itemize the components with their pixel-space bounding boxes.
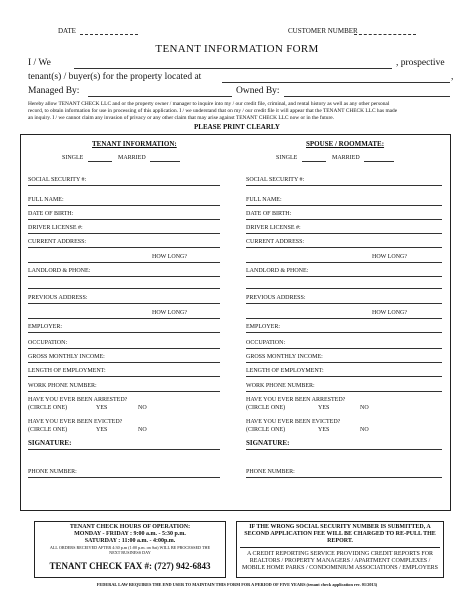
tenant-how-long-2: HOW LONG? — [152, 310, 188, 316]
tenant-evicted-label: HAVE YOU EVER BEEN EVICTED? — [28, 419, 123, 425]
i-we-label: I / We — [28, 58, 51, 68]
property-label: tenant(s) / buyer(s) for the property located at — [28, 72, 202, 82]
spouse-current-address-label: CURRENT ADDRESS: — [246, 239, 305, 245]
tenant-single-field[interactable] — [88, 161, 112, 162]
tenant-length-label: LENGTH OF EMPLOYMENT: — [28, 368, 106, 374]
spouse-signature-field[interactable] — [246, 449, 442, 450]
spouse-occupation-label: OCCUPATION: — [246, 340, 286, 346]
spouse-how-long-2: HOW LONG? — [372, 310, 408, 316]
applicant-info-box — [20, 134, 451, 511]
tenant-ssn-label: SOCIAL SECURITY #: — [28, 177, 87, 183]
spouse-signature-label: SIGNATURE: — [246, 439, 290, 447]
spouse-arrested-label: HAVE YOU EVER BEEN ARRESTED? — [246, 397, 346, 403]
tenant-occupation-label: OCCUPATION: — [28, 340, 68, 346]
tenant-phone-field[interactable] — [28, 477, 220, 478]
tenant-work-phone-label: WORK PHONE NUMBER: — [28, 383, 97, 389]
customer-number-label: CUSTOMER NUMBER — [288, 27, 358, 35]
tenant-arrested-no[interactable]: NO — [138, 405, 147, 411]
spouse-dob-field[interactable] — [246, 219, 442, 220]
orders-note-2: NEXT BUSINESS DAY — [109, 550, 151, 555]
tenant-length-field[interactable] — [28, 376, 220, 377]
spouse-license-field[interactable] — [246, 233, 442, 234]
spouse-single-field[interactable] — [302, 161, 326, 162]
prospective-label: , prospective — [396, 58, 445, 68]
tenant-heading: TENANT INFORMATION: — [92, 140, 177, 148]
spouse-evicted-yes[interactable]: YES — [318, 427, 330, 433]
service-line-3: MOBILE HOME PARKS / CONDOMINIUM ASSOCIATIONS / EMPLOYERS — [242, 565, 438, 571]
consent-line-2: record, to obtain information for use in processing of this application. I / we understand that on my / our credit file it will appear that the TENANT CHECK LLC has made — [28, 108, 398, 114]
print-clearly: PLEASE PRINT CLEARLY — [194, 123, 280, 131]
tenant-evicted-yes[interactable]: YES — [96, 427, 108, 433]
spouse-married-field[interactable] — [364, 161, 394, 162]
spouse-landlord-field[interactable] — [246, 276, 442, 277]
spouse-phone-field[interactable] — [246, 477, 442, 478]
owned-by-field[interactable] — [284, 96, 450, 97]
spouse-previous-line-2[interactable] — [246, 318, 442, 319]
tenant-current-address-field[interactable] — [28, 247, 220, 248]
tenant-license-field[interactable] — [28, 233, 220, 234]
spouse-name-field[interactable] — [246, 205, 442, 206]
tenant-work-phone-field[interactable] — [28, 391, 220, 392]
property-address-field[interactable] — [222, 82, 450, 83]
spouse-evicted-circle-one: (CIRCLE ONE) — [246, 427, 286, 433]
form-title: TENANT INFORMATION FORM — [155, 43, 319, 55]
tenant-arrested-circle-one: (CIRCLE ONE) — [28, 405, 68, 411]
spouse-landlord-line-2[interactable] — [246, 288, 442, 289]
spouse-how-long-1: HOW LONG? — [372, 254, 408, 260]
tenant-married-label: MARRIED — [118, 155, 146, 161]
tenant-single-label: SINGLE — [62, 155, 84, 161]
wrong-ssn-warning-3: REPORT. — [327, 538, 353, 544]
tenant-arrested-label: HAVE YOU EVER BEEN ARRESTED? — [28, 397, 128, 403]
spouse-employer-field[interactable] — [246, 332, 442, 333]
managed-by-field[interactable] — [88, 96, 232, 97]
tenant-landlord-line-2[interactable] — [28, 288, 220, 289]
spouse-license-label: DRIVER LICENSE #: — [246, 225, 301, 231]
spouse-married-label: MARRIED — [332, 155, 360, 161]
tenant-arrested-yes[interactable]: YES — [96, 405, 108, 411]
spouse-evicted-label: HAVE YOU EVER BEEN EVICTED? — [246, 419, 341, 425]
hours-saturday: SATURDAY : 11:00 a.m. - 4:00p.m. — [84, 538, 176, 544]
tenant-income-field[interactable] — [28, 362, 220, 363]
spouse-name-label: FULL NAME: — [246, 197, 282, 203]
spouse-length-label: LENGTH OF EMPLOYMENT: — [246, 368, 324, 374]
tenant-employer-label: EMPLOYER: — [28, 324, 63, 330]
spouse-employer-label: EMPLOYER: — [246, 324, 281, 330]
spouse-occupation-field[interactable] — [246, 348, 442, 349]
tenant-dob-label: DATE OF BIRTH: — [28, 211, 74, 217]
tenant-employer-field[interactable] — [28, 332, 220, 333]
wrong-ssn-warning-2: SECOND APPLICATION FEE WILL BE CHARGED TO RE-PULL THE — [244, 531, 436, 537]
spouse-arrested-no[interactable]: NO — [360, 405, 369, 411]
tenant-ssn-field[interactable] — [28, 185, 220, 186]
hours-weekday: MONDAY - FRIDAY : 9:00 a.m. - 5:30 p.m. — [74, 531, 186, 537]
tenant-income-label: GROSS MONTHLY INCOME: — [28, 354, 105, 360]
consent-line-3: an inquiry. I / we cannot claim any invasion of privacy or any other claim that may arise against TENANT CHECK LLC now or in the future. — [28, 115, 335, 121]
tenant-name-label: FULL NAME: — [28, 197, 64, 203]
spouse-address-line-2[interactable] — [246, 262, 442, 263]
tenant-name-field[interactable] — [28, 205, 220, 206]
tenant-occupation-field[interactable] — [28, 348, 220, 349]
customer-number-field[interactable] — [354, 34, 416, 35]
spouse-previous-address-field[interactable] — [246, 303, 442, 304]
managed-by-label: Managed By: — [28, 86, 80, 96]
service-line-1: A CREDIT REPORTING SERVICE PROVIDING CREDIT REPORTS FOR — [246, 551, 434, 557]
notice-divider — [240, 547, 440, 548]
tenant-dob-field[interactable] — [28, 219, 220, 220]
tenant-landlord-label: LANDLORD & PHONE: — [28, 268, 91, 274]
tenant-signature-field[interactable] — [28, 449, 220, 450]
tenant-previous-address-label: PREVIOUS ADDRESS: — [28, 295, 88, 301]
wrong-ssn-warning-1: IF THE WRONG SOCIAL SECURITY NUMBER IS SUBMITTED, A — [249, 524, 431, 530]
tenant-address-line-2[interactable] — [28, 262, 220, 263]
federal-law-note: FEDERAL LAW REQUIRES THE END USER TO MAINTAIN THIS FORM FOR A PERIOD OF FIVE YEARS (tenant check application rev. 01/2013) — [96, 582, 378, 587]
spouse-arrested-yes[interactable]: YES — [318, 405, 330, 411]
spouse-previous-address-label: PREVIOUS ADDRESS: — [246, 295, 306, 301]
service-line-2: REALTORS / PROPERTY MANAGERS / APARTMENT COMPLEXES / — [249, 558, 431, 564]
tenant-married-field[interactable] — [150, 161, 180, 162]
tenant-how-long-1: HOW LONG? — [152, 254, 188, 260]
spouse-evicted-no[interactable]: NO — [360, 427, 369, 433]
owned-by-label: Owned By: — [236, 86, 280, 96]
spouse-ssn-field[interactable] — [246, 185, 442, 186]
tenant-previous-line-2[interactable] — [28, 318, 220, 319]
comma: , — [451, 72, 454, 82]
spouse-landlord-label: LANDLORD & PHONE: — [246, 268, 309, 274]
fax-number: TENANT CHECK FAX #: (727) 942-6843 — [49, 561, 211, 571]
spouse-income-field[interactable] — [246, 362, 442, 363]
spouse-heading: SPOUSE / ROOMMATE: — [306, 140, 385, 148]
date-field[interactable] — [80, 34, 138, 35]
spouse-current-address-field[interactable] — [246, 247, 442, 248]
tenant-previous-address-field[interactable] — [28, 303, 220, 304]
spouse-arrested-circle-one: (CIRCLE ONE) — [246, 405, 286, 411]
tenant-evicted-no[interactable]: NO — [138, 427, 147, 433]
spouse-ssn-label: SOCIAL SECURITY #: — [246, 177, 305, 183]
spouse-single-label: SINGLE — [276, 155, 298, 161]
spouse-phone-label: PHONE NUMBER: — [246, 469, 295, 475]
tenant-evicted-circle-one: (CIRCLE ONE) — [28, 427, 68, 433]
applicant-names-field[interactable] — [74, 68, 392, 69]
hours-title: TENANT CHECK HOURS OF OPERATION: — [69, 524, 191, 530]
spouse-dob-label: DATE OF BIRTH: — [246, 211, 292, 217]
spouse-length-field[interactable] — [246, 376, 442, 377]
spouse-income-label: GROSS MONTHLY INCOME: — [246, 354, 323, 360]
orders-note-1: ALL ORDERS RECEIVED AFTER 4:30 p.m (1:00 p.m. on Sat) WILL BE PROCESSED THE — [49, 545, 211, 550]
tenant-landlord-field[interactable] — [28, 276, 220, 277]
tenant-license-label: DRIVER LICENSE #: — [28, 225, 83, 231]
tenant-phone-label: PHONE NUMBER: — [28, 469, 77, 475]
tenant-current-address-label: CURRENT ADDRESS: — [28, 239, 87, 245]
tenant-signature-label: SIGNATURE: — [28, 439, 72, 447]
consent-line-1: Hereby allow TENANT CHECK LLC and or the property owner / manager to inquire into my / our credit file, criminal, and rental history as well as any other personal — [28, 101, 390, 107]
spouse-work-phone-label: WORK PHONE NUMBER: — [246, 383, 315, 389]
spouse-work-phone-field[interactable] — [246, 391, 442, 392]
date-label: DATE — [58, 27, 76, 35]
